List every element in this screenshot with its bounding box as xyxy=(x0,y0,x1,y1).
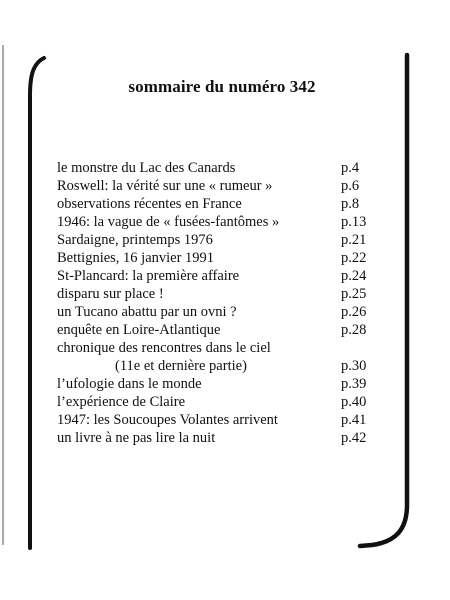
toc-entry xyxy=(57,321,387,339)
entry-title: St-Plancard: la première affaire xyxy=(57,268,240,284)
toc-entry xyxy=(57,249,387,267)
entry-page: p.42 xyxy=(341,430,367,446)
entry-title: Sardaigne, printemps 1976 xyxy=(57,232,213,248)
entry-page: p.22 xyxy=(341,250,367,266)
table-of-contents-page xyxy=(32,55,412,555)
entry-title: Bettignies, 16 janvier 1991 xyxy=(57,250,215,266)
entry-page: p.25 xyxy=(341,286,367,302)
entry-title: observations récentes en France xyxy=(57,196,242,212)
toc-entry xyxy=(57,285,387,303)
toc-entry xyxy=(57,231,387,249)
entry-page: p.28 xyxy=(341,322,367,338)
toc-entry xyxy=(57,159,387,177)
entry-title: 1947: les Soucoupes Volantes arrivent xyxy=(57,412,278,428)
toc-entry xyxy=(57,375,387,393)
entry-page: p.30 xyxy=(341,358,367,374)
entry-page: p.40 xyxy=(341,394,367,410)
toc-entry xyxy=(57,411,387,429)
toc-entry xyxy=(57,303,387,321)
entry-page: p.41 xyxy=(341,412,367,428)
entry-title: Roswell: la vérité sur une « rumeur » xyxy=(57,178,273,194)
entry-page: p.6 xyxy=(341,178,360,194)
entry-page: p.21 xyxy=(341,232,367,248)
toc-entry xyxy=(57,393,387,411)
entry-page: p.26 xyxy=(341,304,367,320)
entry-page: p.4 xyxy=(341,160,360,176)
entry-title: chronique des rencontres dans le ciel xyxy=(57,340,271,356)
entry-page: p.13 xyxy=(341,214,367,230)
entry-title: le monstre du Lac des Canards xyxy=(57,160,236,176)
entry-page: p.24 xyxy=(341,268,367,284)
entry-title: 1946: la vague de « fusées-fantômes » xyxy=(57,214,280,230)
entry-title: l’ufologie dans le monde xyxy=(57,376,202,392)
entry-title: (11e et dernière partie) xyxy=(115,358,247,374)
toc-entry xyxy=(57,429,387,447)
entry-title: disparu sur place ! xyxy=(57,286,164,302)
entry-page: p.8 xyxy=(341,196,360,212)
entry-page: p.39 xyxy=(341,376,367,392)
toc-entry xyxy=(57,177,387,195)
toc-entry xyxy=(57,213,387,231)
toc-entry xyxy=(57,267,387,285)
toc-list xyxy=(57,159,387,447)
entry-title: un Tucano abattu par un ovni ? xyxy=(57,304,237,320)
entry-title: enquête en Loire-Atlantique xyxy=(57,322,221,338)
entry-title: un livre à ne pas lire la nuit xyxy=(57,430,216,446)
toc-entry xyxy=(57,339,387,357)
page-title: sommaire du numéro 342 xyxy=(128,77,316,96)
toc-entry-continuation xyxy=(57,357,387,375)
toc-entry xyxy=(57,195,387,213)
entry-title: l’expérience de Claire xyxy=(57,394,186,410)
